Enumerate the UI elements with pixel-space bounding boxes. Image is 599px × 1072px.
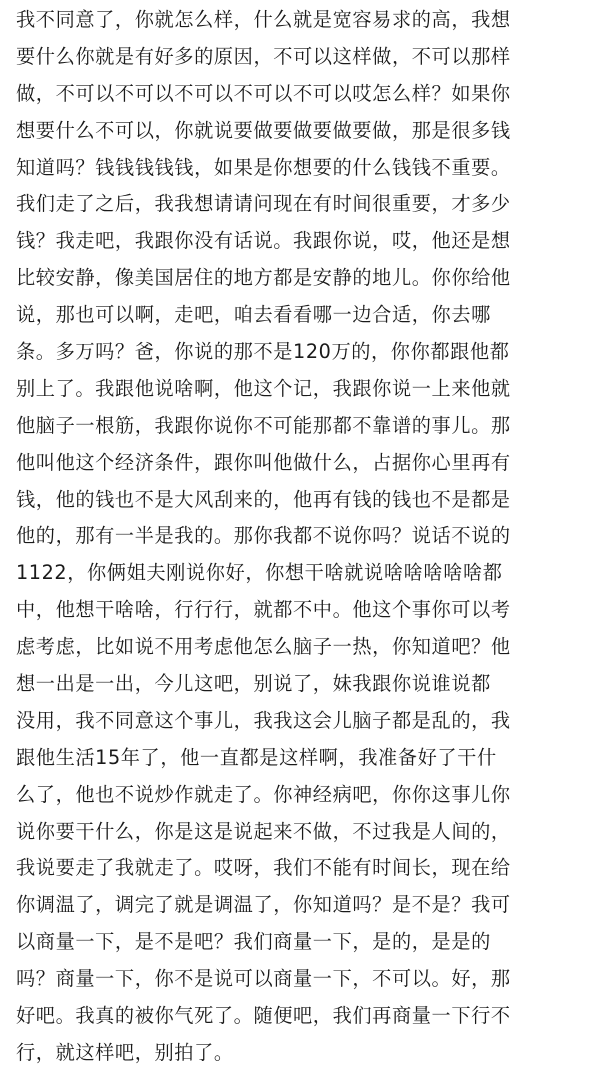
text-line: 想要什么不可以，你就说要做要做要做要做，那是很多钱: [16, 118, 511, 142]
text-line: 他叫他这个经济条件，跟你叫他做什么，占据你心里再有: [16, 450, 511, 474]
text-line: 别上了。我跟他说啥啊，他这个记，我跟你说一上来他就: [16, 376, 511, 400]
text-line: 以商量一下，是不是吧？我们商量一下，是的，是是的: [16, 930, 491, 954]
text-line: 条。多万吗？爸，你说的那不是120万的，你你都跟他都: [16, 340, 510, 364]
text-line: 好吧。我真的被你气死了。随便吧，我们再商量一下行不: [16, 1004, 511, 1028]
text-line: 我说要走了我就走了。哎呀，我们不能有时间长，现在给: [16, 856, 511, 880]
text-line: 做，不可以不可以不可以不可以不可以哎怎么样？如果你: [16, 81, 511, 105]
text-line: 知道吗？钱钱钱钱钱，如果是你想要的什么钱钱不重要。: [16, 155, 511, 179]
text-line: 中，他想干啥啥，行行行，就都不中。他这个事你可以考: [16, 598, 511, 622]
text-line: 吗？商量一下，你不是说可以商量一下，不可以。好，那: [16, 967, 511, 991]
text-line: 钱？我走吧，我跟你没有话说。我跟你说，哎，他还是想: [16, 229, 511, 253]
text-line: 他的，那有一半是我的。那你我都不说你吗？说话不说的: [16, 524, 511, 548]
text-line: 行，就这样吧，别拍了。: [16, 1040, 234, 1064]
text-line: 虑考虑，比如说不用考虑他怎么脑子一热，你知道吧？他: [16, 635, 511, 659]
text-line: 跟他生活15年了，他一直都是这样啊，我准备好了干什: [16, 745, 497, 769]
text-line: 说你要干什么，你是这是说起来不做，不过我是人间的，: [16, 819, 511, 843]
text-line: 我不同意了，你就怎么样，什么就是宽容易求的高，我想: [16, 8, 511, 31]
text-line: 么了，他也不说炒作就走了。你神经病吧，你你这事儿你: [16, 782, 511, 806]
text-line: 钱，他的钱也不是大风刮来的，他再有钱的钱也不是都是: [16, 487, 511, 511]
text-line: 1122，你俩姐夫刚说你好，你想干啥就说啥啥啥啥啥都: [16, 561, 503, 585]
text-line: 说，那也可以啊，走吧，咱去看看哪一边合适，你去哪: [16, 303, 491, 327]
text-line: 你调温了，调完了就是调温了，你知道吗？是不是？我可: [16, 893, 511, 917]
text-line: 他脑子一根筋，我跟你说你不可能那都不靠谱的事儿。那: [16, 413, 511, 437]
text-line: 要什么你就是有好多的原因，不可以这样做，不可以那样: [16, 44, 511, 68]
text-line: 我们走了之后，我我想请请问现在有时间很重要，才多少: [16, 192, 511, 216]
text-line: 想一出是一出，今儿这吧，别说了，妹我跟你说谁说都: [16, 672, 491, 696]
text-line: 比较安静，像美国居住的地方都是安静的地儿。你你给他: [16, 266, 511, 290]
text-line: 没用，我不同意这个事儿，我我这会儿脑子都是乱的，我: [16, 708, 511, 732]
article-text: [16, 2, 584, 1072]
